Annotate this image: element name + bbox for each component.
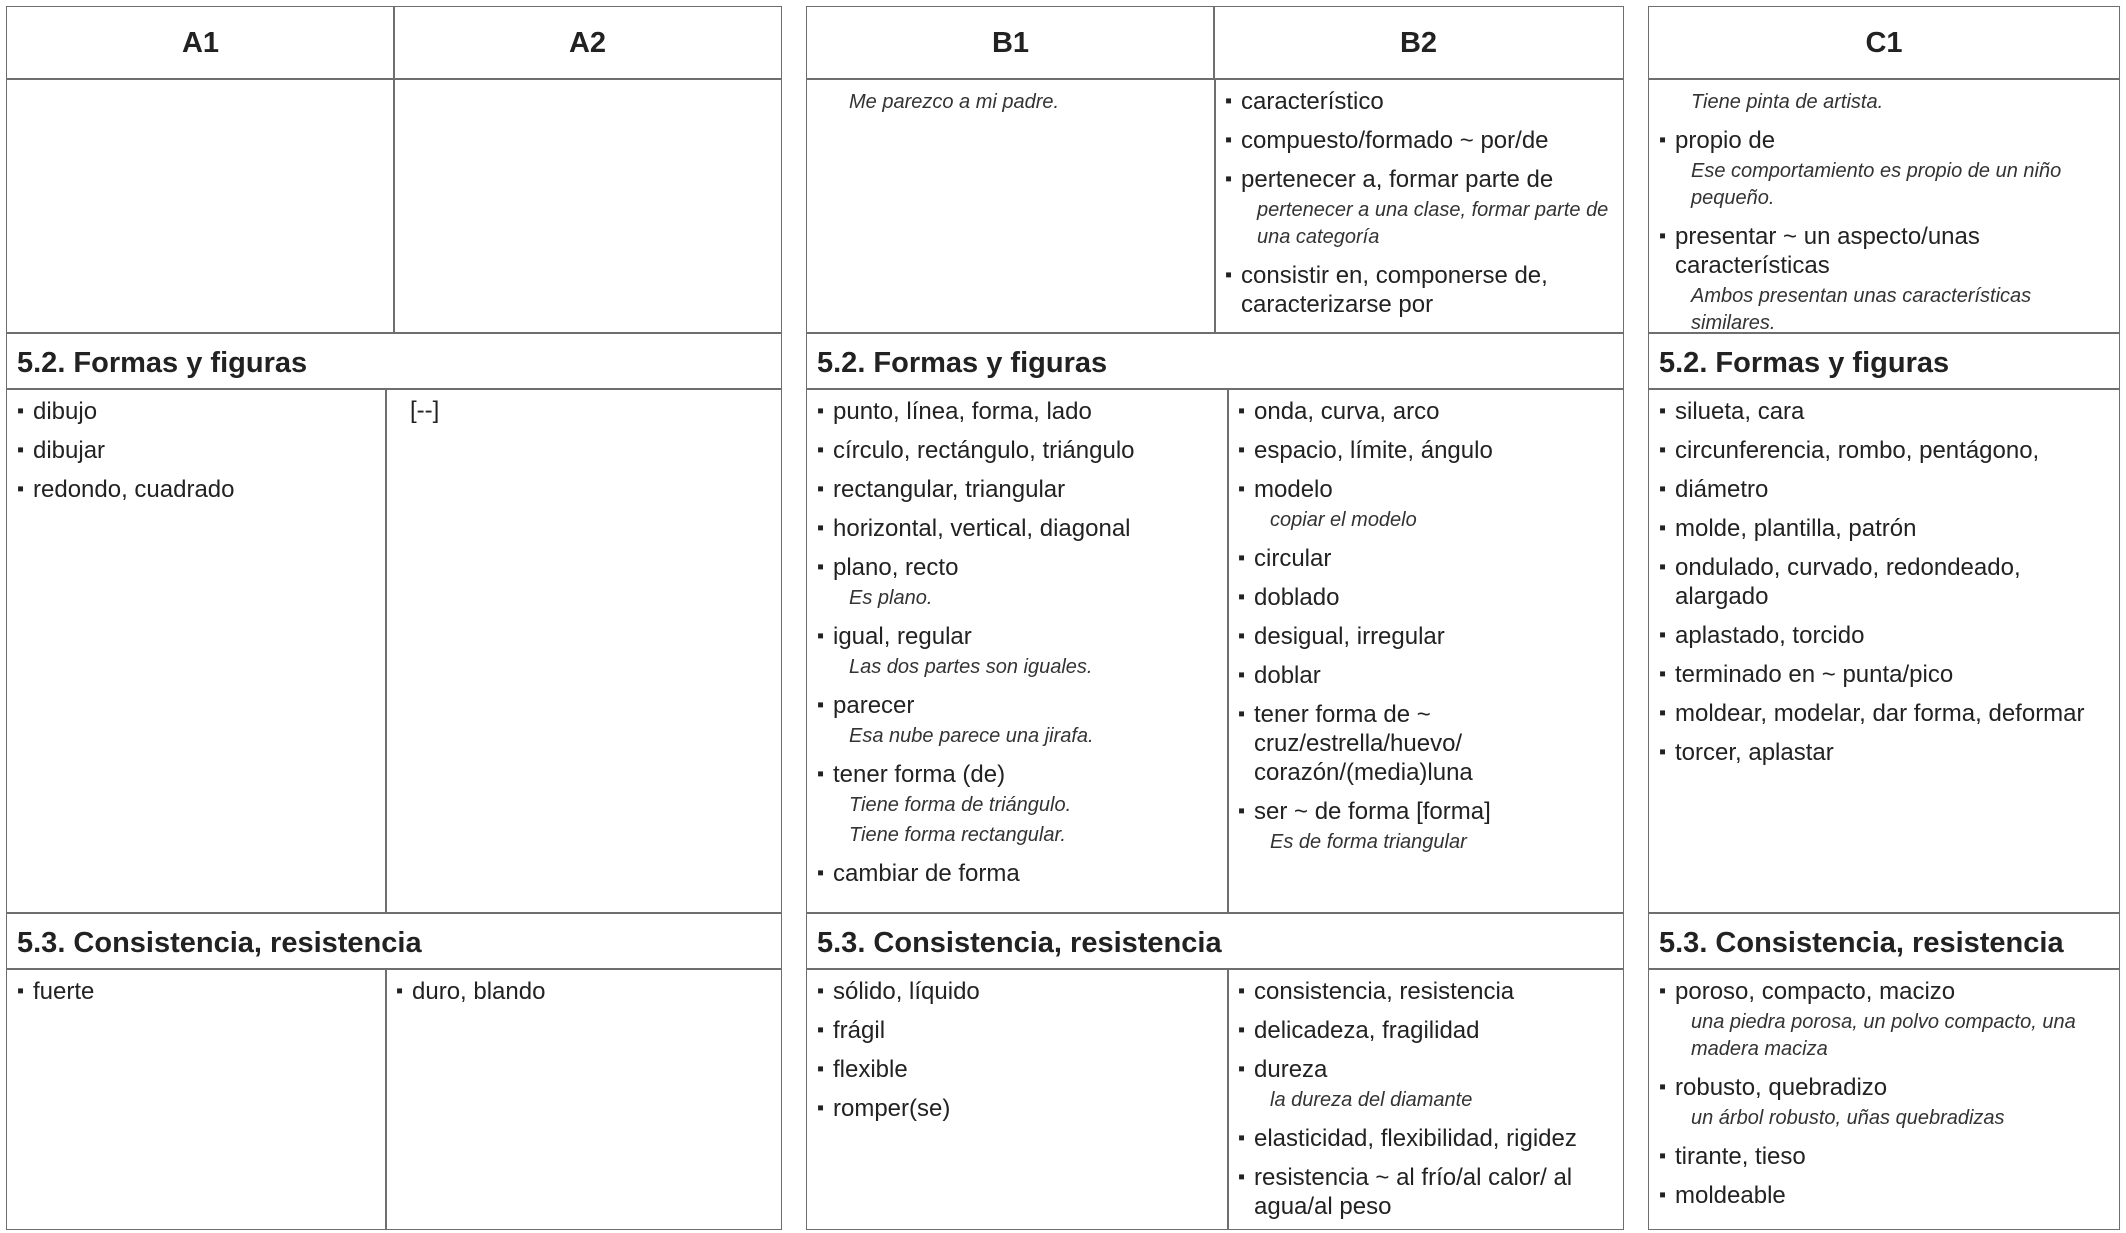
vocab-entry bbox=[1238, 700, 1613, 787]
panel-c bbox=[1648, 6, 2120, 1230]
section-title-consistency: 5.3. Consistencia, resistencia bbox=[806, 912, 1624, 970]
vocab-term: onda, curva, arco bbox=[1254, 398, 1440, 425]
section-title-shapes: 5.2. Formas y figuras bbox=[1648, 332, 2120, 390]
usage-example: Tiene forma de triángulo. bbox=[849, 794, 1072, 816]
vocab-entry bbox=[1659, 436, 2109, 465]
usage-example: copiar el modelo bbox=[1270, 509, 1417, 531]
vocab-entry bbox=[1659, 1073, 2109, 1132]
vocab-entry bbox=[1238, 1016, 1613, 1045]
vocab-entry bbox=[817, 760, 1218, 849]
top-cell-b1 bbox=[806, 78, 1216, 334]
vocab-entry bbox=[817, 1055, 1218, 1084]
vocab-entry bbox=[817, 514, 1218, 543]
vocab-list bbox=[1225, 87, 1613, 319]
vocab-entry bbox=[1225, 87, 1613, 116]
vocab-term: tener forma (de) bbox=[833, 761, 1006, 788]
vocab-term: plano, recto bbox=[833, 554, 959, 581]
vocab-entry bbox=[1659, 126, 2109, 212]
vocab-entry bbox=[1659, 738, 2109, 767]
column-header-b1: B1 bbox=[806, 6, 1215, 80]
cell-consistency-b2 bbox=[1227, 968, 1624, 1230]
section-title-consistency: 5.3. Consistencia, resistencia bbox=[1648, 912, 2120, 970]
usage-example: una piedra porosa, un polvo compacto, una madera maciza bbox=[1691, 1011, 2076, 1060]
vocab-entry bbox=[1238, 397, 1613, 426]
vocab-entry bbox=[17, 475, 376, 504]
vocab-entry bbox=[1238, 583, 1613, 612]
cell-shapes-a1 bbox=[6, 388, 387, 914]
vocab-list bbox=[817, 397, 1218, 888]
vocab-term: pertenecer a, formar parte de bbox=[1241, 166, 1554, 193]
usage-example: un árbol robusto, uñas quebradizas bbox=[1691, 1107, 2005, 1129]
usage-example: Me parezco a mi padre. bbox=[849, 91, 1060, 113]
vocab-term: circunferencia, rombo, pentágono, bbox=[1675, 437, 2040, 464]
vocab-term: consistencia, resistencia bbox=[1254, 978, 1515, 1005]
cell-shapes-b1 bbox=[806, 388, 1229, 914]
usage-example: Tiene forma rectangular. bbox=[849, 824, 1066, 846]
vocab-entry bbox=[1238, 977, 1613, 1006]
vocab-term: romper(se) bbox=[833, 1095, 951, 1122]
vocab-entry bbox=[1659, 660, 2109, 689]
vocab-entry bbox=[817, 553, 1218, 612]
cell-consistency-a1 bbox=[6, 968, 387, 1230]
vocab-term: espacio, límite, ángulo bbox=[1254, 437, 1493, 464]
cell-shapes-c1 bbox=[1648, 388, 2120, 914]
cell-consistency-b1 bbox=[806, 968, 1229, 1230]
vocab-entry bbox=[396, 977, 771, 1006]
vocab-term: fuerte bbox=[33, 978, 95, 1005]
usage-example: Ese comportamiento es propio de un niño pequeño. bbox=[1691, 160, 2062, 209]
cell-consistency-a2 bbox=[385, 968, 782, 1230]
vocab-term: frágil bbox=[833, 1017, 886, 1044]
vocab-entry bbox=[1659, 621, 2109, 650]
vocab-term: horizontal, vertical, diagonal bbox=[833, 515, 1131, 542]
vocab-entry bbox=[1659, 475, 2109, 504]
cell-shapes-b2 bbox=[1227, 388, 1624, 914]
vocab-entry bbox=[817, 475, 1218, 504]
vocab-entry bbox=[817, 436, 1218, 465]
vocab-term: terminado en ~ punta/pico bbox=[1675, 661, 1954, 688]
column-header-b2: B2 bbox=[1213, 6, 1624, 80]
vocab-entry bbox=[817, 1094, 1218, 1123]
vocab-term: propio de bbox=[1675, 127, 1776, 154]
vocab-term: rectangular, triangular bbox=[833, 476, 1066, 503]
vocab-term: círculo, rectángulo, triángulo bbox=[833, 437, 1135, 464]
vocab-entry bbox=[1659, 699, 2109, 728]
vocab-entry bbox=[817, 1016, 1218, 1045]
vocab-list bbox=[817, 977, 1218, 1123]
section-title-consistency: 5.3. Consistencia, resistencia bbox=[6, 912, 782, 970]
vocab-entry bbox=[1659, 222, 2109, 334]
vocab-entry bbox=[817, 622, 1218, 681]
vocab-term: ondulado, curvado, redondeado, alargado bbox=[1675, 554, 2021, 610]
vocab-term: circular bbox=[1254, 545, 1332, 572]
vocab-term: torcer, aplastar bbox=[1675, 739, 1834, 766]
vocab-entry bbox=[1238, 622, 1613, 651]
vocab-term: molde, plantilla, patrón bbox=[1675, 515, 1917, 542]
vocab-list bbox=[17, 397, 376, 504]
vocab-entry bbox=[1659, 553, 2109, 611]
vocab-list bbox=[1659, 397, 2109, 767]
usage-example: Tiene pinta de artista. bbox=[1691, 91, 1884, 113]
vocab-entry bbox=[1238, 1124, 1613, 1153]
vocab-term: compuesto/formado ~ por/de bbox=[1241, 127, 1549, 154]
vocab-entry bbox=[1225, 261, 1613, 319]
column-header-a2: A2 bbox=[393, 6, 782, 80]
top-cell-a1 bbox=[6, 78, 395, 334]
vocab-entry bbox=[1659, 977, 2109, 1063]
vocab-entry bbox=[1225, 126, 1613, 155]
vocab-term: redondo, cuadrado bbox=[33, 476, 235, 503]
section-title-shapes: 5.2. Formas y figuras bbox=[806, 332, 1624, 390]
top-b1-examples bbox=[817, 87, 1205, 116]
vocab-entry bbox=[17, 436, 376, 465]
vocab-term: dibujo bbox=[33, 398, 98, 425]
usage-example: Esa nube parece una jirafa. bbox=[849, 725, 1094, 747]
vocab-entry bbox=[817, 859, 1218, 888]
vocab-list bbox=[396, 977, 771, 1006]
vocab-entry bbox=[1659, 397, 2109, 426]
vocab-term: característico bbox=[1241, 88, 1384, 115]
vocab-term: punto, línea, forma, lado bbox=[833, 398, 1092, 425]
top-c1-examples bbox=[1659, 87, 2109, 116]
vocab-term: dureza bbox=[1254, 1056, 1328, 1083]
vocab-entry bbox=[817, 397, 1218, 426]
vocab-list bbox=[1659, 977, 2109, 1210]
vocab-term: presentar ~ un aspecto/unas características bbox=[1675, 223, 1980, 279]
top-cell-b2 bbox=[1214, 78, 1624, 334]
vocab-term: flexible bbox=[833, 1056, 908, 1083]
vocab-entry bbox=[817, 977, 1218, 1006]
vocab-entry bbox=[1238, 797, 1613, 856]
vocab-entry bbox=[1238, 1055, 1613, 1114]
vocab-term: diámetro bbox=[1675, 476, 1769, 503]
usage-example: Las dos partes son iguales. bbox=[849, 656, 1093, 678]
usage-example: Es de forma triangular bbox=[1270, 831, 1467, 853]
column-header-a1: A1 bbox=[6, 6, 395, 80]
cell-consistency-c1 bbox=[1648, 968, 2120, 1230]
section-title-shapes: 5.2. Formas y figuras bbox=[6, 332, 782, 390]
vocab-term: tener forma de ~ cruz/estrella/huevo/ corazón/(media)luna bbox=[1254, 701, 1473, 786]
vocab-term: tirante, tieso bbox=[1675, 1143, 1806, 1170]
vocab-entry bbox=[1238, 661, 1613, 690]
vocab-entry bbox=[1659, 514, 2109, 543]
vocab-entry bbox=[1238, 475, 1613, 534]
vocab-list bbox=[1238, 397, 1613, 856]
vocab-term: doblar bbox=[1254, 662, 1321, 689]
vocab-term: aplastado, torcido bbox=[1675, 622, 1865, 649]
vocab-term: dibujar bbox=[33, 437, 106, 464]
vocab-term: moldeable bbox=[1675, 1182, 1786, 1209]
column-header-c1: C1 bbox=[1648, 6, 2120, 80]
vocab-entry bbox=[1238, 436, 1613, 465]
vocab-term: doblado bbox=[1254, 584, 1340, 611]
vocab-term: silueta, cara bbox=[1675, 398, 1805, 425]
vocab-term: delicadeza, fragilidad bbox=[1254, 1017, 1480, 1044]
vocab-entry bbox=[17, 397, 376, 426]
vocab-entry bbox=[817, 691, 1218, 750]
vocab-entry bbox=[1238, 544, 1613, 573]
top-cell-c1 bbox=[1648, 78, 2120, 334]
vocab-term: consistir en, componerse de, caracterizarse por bbox=[1241, 262, 1548, 318]
panel-b bbox=[806, 6, 1624, 1230]
vocab-term: duro, blando bbox=[412, 978, 546, 1005]
vocab-term: sólido, líquido bbox=[833, 978, 980, 1005]
vocab-term: ser ~ de forma [forma] bbox=[1254, 798, 1491, 825]
usage-example: la dureza del diamante bbox=[1270, 1089, 1473, 1111]
vocab-term: poroso, compacto, macizo bbox=[1675, 978, 1956, 1005]
vocab-entry bbox=[1225, 165, 1613, 251]
vocab-term: robusto, quebradizo bbox=[1675, 1074, 1888, 1101]
vocab-entry bbox=[17, 977, 376, 1006]
vocab-term: resistencia ~ al frío/al calor/ al agua/al peso bbox=[1254, 1164, 1573, 1220]
vocab-term: desigual, irregular bbox=[1254, 623, 1445, 650]
vocab-list bbox=[17, 977, 376, 1006]
vocab-entry bbox=[1238, 1163, 1613, 1221]
vocab-term: modelo bbox=[1254, 476, 1333, 503]
vocab-term: igual, regular bbox=[833, 623, 972, 650]
vocab-term: elasticidad, flexibilidad, rigidez bbox=[1254, 1125, 1577, 1152]
empty-marker: [--] bbox=[410, 397, 440, 424]
usage-example: Ambos presentan unas características similares. bbox=[1691, 285, 2032, 334]
panel-a bbox=[6, 6, 782, 1230]
usage-example: pertenecer a una clase, formar parte de una categoría bbox=[1257, 199, 1609, 248]
top-cell-a2 bbox=[393, 78, 782, 334]
vocab-list bbox=[1238, 977, 1613, 1221]
vocab-list bbox=[1659, 126, 2109, 334]
vocab-entry bbox=[1659, 1142, 2109, 1171]
vocab-term: moldear, modelar, dar forma, deformar bbox=[1675, 700, 2085, 727]
cell-shapes-a2 bbox=[385, 388, 782, 914]
vocab-entry bbox=[1659, 1181, 2109, 1210]
vocab-term: cambiar de forma bbox=[833, 860, 1020, 887]
usage-example: Es plano. bbox=[849, 587, 933, 609]
vocab-term: parecer bbox=[833, 692, 915, 719]
